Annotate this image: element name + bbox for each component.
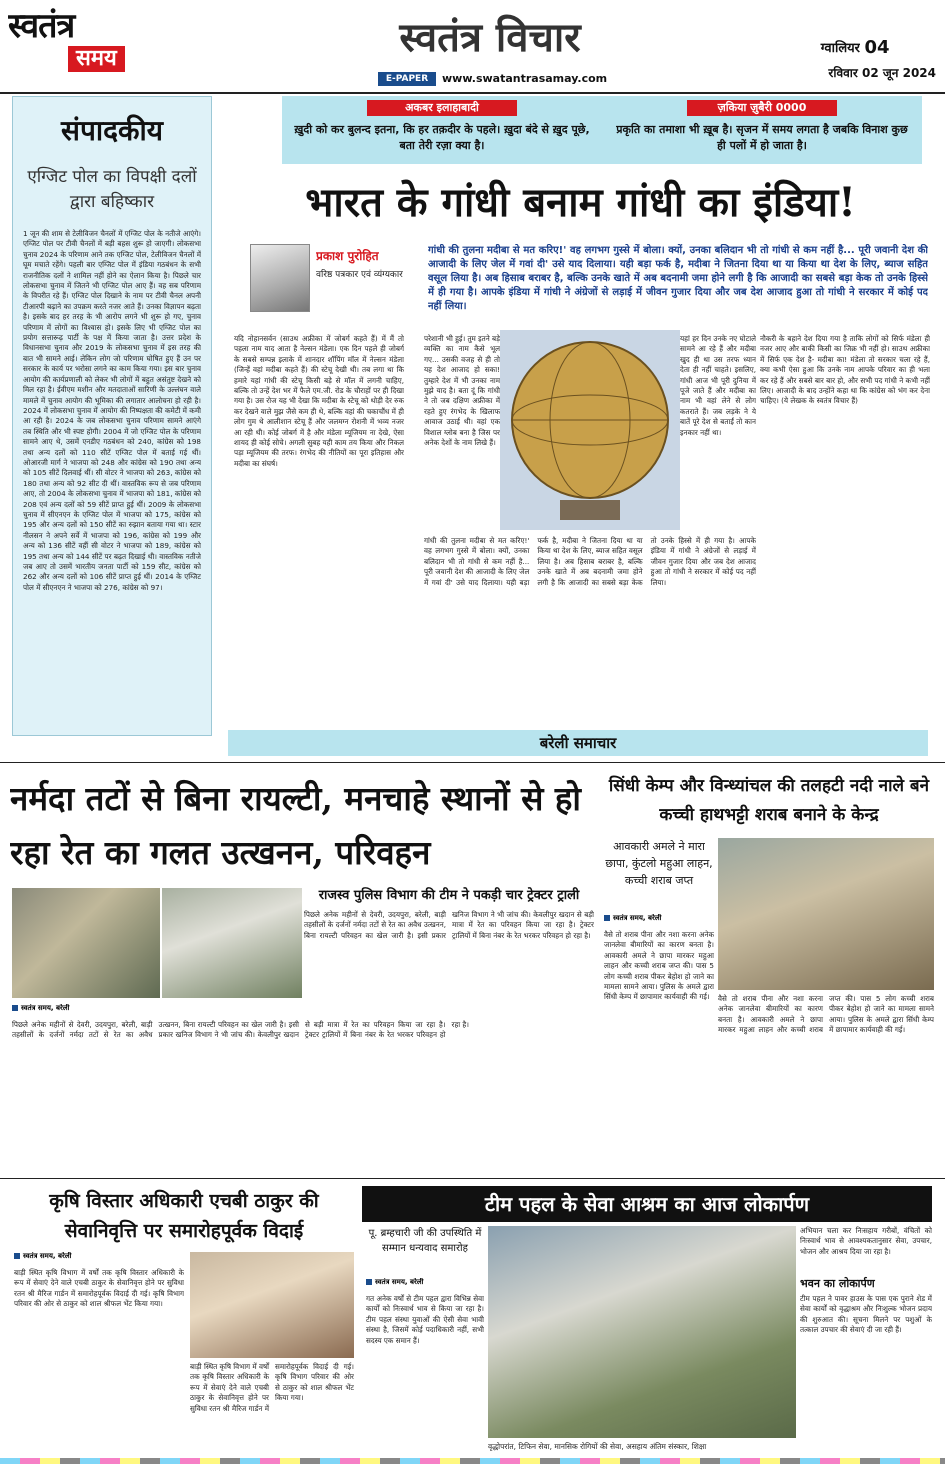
quote-1 xyxy=(292,100,592,160)
globe-illustration xyxy=(500,330,680,530)
story2-body-2: वैसे तो शराब पीना और नशा करना अनेक जानलेवा बीमारियों का कारण बनता है। आवकारी अमले ने छापा मारकर महुआ लाहन और कच्ची शराब जप्त की। पास 5 लोग कच्ची शराब पीकर बेहोश हो जाने का मामला सामने आया। पुलिस के अमले द्वारा सिंधी केम्प में छापामार कार्यवाही की गई। xyxy=(718,994,934,1035)
bareilly-band-label: बरेली समाचार xyxy=(539,734,617,752)
story1-headline: नर्मदा तटों से बिना रायल्टी, मनचाहे स्थानों से हो रहा रेत का गलत उत्खनन, परिवहन xyxy=(10,779,581,872)
author-photo xyxy=(250,244,310,312)
epaper-badge: E-PAPER xyxy=(378,72,436,86)
byline-marker-icon xyxy=(12,1005,18,1011)
story3-photo xyxy=(190,1252,354,1358)
lead-col-2: परेशानी भी हुई। तुम इतने बड़े व्यक्ति का नाम कैसे भूल गए... उसकी वजह से ही तो यह देश आजाद हो सका! तुम्हारे देश में भी उनका नाम मुझे याद है। बता दूं कि गांधी ने तो जब दक्षिण अफ्रीका में रहते हुए रंगभेद के खिलाफ आवाज उठाई थी। वहां एक विशाल ग्लोब बना है जिस पर अनेक देशों के नाम लिखे हैं। xyxy=(424,334,500,448)
story2-photo xyxy=(718,838,934,990)
lead-col-4: नौकरी के बहाने देश दिया गया है ताकि लोगों को सिर्फ मंडेला ही नजर आए और बाकी किसी का जिक्र भी नहीं हो। साउथ अफ्रीका में सिर्फ एक देश है- मदीबा का! मंडेला तो सरकार चला रहे हैं, क्या कभी ऐसा हुआ कि उनके नाम आपके परिवार का ही भला कर रहे हैं और सबसे बार बार हो, और सभी पद गांधी ने कभी नहीं लिए। आजादी के बाद उन्होंने कहा था कि कांग्रेस को भंग कर देना चाहिए। (ये लेखक के स्वतंत्र विचार हैं) xyxy=(760,334,930,406)
editorial-label: संपादकीय xyxy=(61,114,163,147)
story4-subhead: पू. ब्रम्हचारी जी की उपस्थिति में सम्मान धन्यवाद समारोह xyxy=(368,1228,482,1254)
registration-strip xyxy=(0,1458,945,1464)
quote-1-text: ख़ुदी को कर बुलन्द इतना, कि हर तक़दीर के पहले। ख़ुदा बंदे से ख़ुद पूछे, बता तेरी रज़ा क्या है। xyxy=(294,123,590,152)
story4-caption: वृद्धोपरांत, टिफिन सेवा, मानसिक रोगियों की सेवा, असहाय अंतिम संस्कार, शिक्षा xyxy=(488,1442,707,1451)
story4-photo xyxy=(488,1226,796,1438)
story2-byline: स्वतंत्र समय, बरेली xyxy=(604,914,714,926)
lead-headline: भारत के गांधी बनाम गांधी का इंडिया! xyxy=(305,179,856,226)
author-role: वरिष्ठ पत्रकार एवं व्यंग्यकार xyxy=(316,270,403,280)
section-title: स्वतंत्र विचार xyxy=(399,14,581,61)
logo-line1: स्वतंत्र xyxy=(8,6,75,46)
story3-body-2: बाड़ी स्थित कृषि विभाग में वर्षों तक कृषि विस्तार अधिकारी के रूप में सेवाएं देने वाले एचबी ठाकुर के सेवानिवृत्त होने पर सुविधा रतन श्री मैरिज गार्डन में समारोहपूर्वक विदाई दी गई। कृषि विभाग परिवार की ओर से ठाकुर को शाल श्रीफल भेंट किया गया। xyxy=(190,1362,354,1413)
author-name: प्रकाश पुरोहित xyxy=(316,249,379,263)
story1-body: पिछले अनेक महीनों से देवरी, उदयपुरा, बरेली, बाड़ी तहसीलों के दर्जनों नर्मदा तटों से रेत का अवैध उत्खनन, बिना रायल्टी परिवहन का खेल जारी है। इसी प्रकार खनिज विभाग ने भी जांच की। केवलीपुर खदान से बड़ी मात्रा में रेत का परिवहन किया जा रहा है। ट्रेक्टर ट्रालियों में बिना नंबर के रेत भरकर परिवहन हो रहा है। xyxy=(12,1020,469,1040)
bareilly-band xyxy=(228,730,928,756)
bareilly-rule xyxy=(0,762,945,763)
lead-col-3: यहां हर दिन उनके नए घोटाले सामने आ रहे हैं और मदीबा खुद ही था उस तरफ ध्यान देता ही नहीं चाहते। इसलिए, गांधी आज भी पूरी दुनिया में पूजे जाते हैं और मदीबा का नाम भी वहां लेने से लोग कतराते हैं। जब लड़के ने ये बातें पूरे देश से बताईं तो कान इनकार नहीं था। xyxy=(680,334,756,437)
story2-body: वैसे तो शराब पीना और नशा करना अनेक जानलेवा बीमारियों का कारण बनता है। आवकारी अमले ने छापा मारकर महुआ लाहन और कच्ची शराब जप्त की। पास 5 लोग कच्ची शराब पीकर बेहोश हो जाने का मामला सामने आया। पुलिस के अमले द्वारा सिंधी केम्प में छापामार कार्यवाही की गई। xyxy=(604,930,714,1002)
story2-subhead: आवकारी अमले ने मारा छापा, कुंटलो महुआ लाहन, कच्ची शराब जप्त xyxy=(605,840,713,887)
quote-2-text: प्रकृति का तमाशा भी ख़ूब है। सृजन में समय लगता है जबकि विनाश कुछ ही पलों में हो जाता है। xyxy=(616,123,908,152)
story4-side-subhead: भवन का लोकार्पण xyxy=(800,1277,875,1290)
story1-byline: स्वतंत्र समय, बरेली xyxy=(12,1004,160,1016)
editorial-headline: एग्जिट पोल का विपक्षी दलों द्वारा बहिष्कार xyxy=(27,167,197,212)
story3-byline: स्वतंत्र समय, बरेली xyxy=(14,1252,184,1264)
story3-headline: कृषि विस्तार अधिकारी एचबी ठाकुर की सेवानिवृत्ति पर समारोहपूर्वक विदाई xyxy=(49,1190,319,1242)
story3-body: बाड़ी स्थित कृषि विभाग में वर्षों तक कृषि विस्तार अधिकारी के रूप में सेवाएं देने वाले एचबी ठाकुर के सेवानिवृत्त होने पर सुविधा रतन श्री मैरिज गार्डन में समारोहपूर्वक विदाई दी गई। कृषि विभाग परिवार की ओर से ठाकुर को शाल श्रीफल भेंट किया गया। xyxy=(14,1268,184,1309)
story1-body-top: पिछले अनेक महीनों से देवरी, उदयपुरा, बरेली, बाड़ी तहसीलों के दर्जनों नर्मदा तटों से रेत का अवैध उत्खनन, बिना रायल्टी परिवहन का खेल जारी है। इसी प्रकार खनिज विभाग ने भी जांच की। केवलीपुर खदान से बड़ी मात्रा में रेत का परिवहन किया जा रहा है। ट्रेक्टर ट्रालियों में बिना नंबर के रेत भरकर परिवहन हो रहा है। xyxy=(304,910,594,940)
website-link[interactable]: www.swatantrasamay.com xyxy=(442,72,608,85)
logo-line2: समय xyxy=(68,46,125,72)
quote-2 xyxy=(612,100,912,160)
story4-byline: स्वतंत्र समय, बरेली xyxy=(366,1278,484,1290)
lead-col-2b: गांधी की तुलना मदीबा से मत करिए!' वह लगभग गुस्से में बोला। क्यों, उनका बलिदान भी तो गांधी से कम नहीं है... पूरी जवानी देश की आजादी के लिए जेल में गवां दी' उसे याद दिलाया। यही बड़ा फर्क है, मदीबा ने जितना दिया था या किया था देश के लिए, ब्याज सहित वसूल लिया है। अब हिसाब बराबर है, बल्कि उनके खाते में अब बदनामी जमा होने लगी है कि आजादी का सबसे बड़ा केक तो उनके हिस्से में ही गया है। आपके इंडिया में गांधी ने अंग्रेजों से लड़ाई में जीवन गुजार दिया और जब देश आजाद हुआ तो गांधी ने सरकार में कोई पद नहीं लिया। xyxy=(424,536,756,587)
story4-headline: टीम पहल के सेवा आश्रम का आज लोकार्पण xyxy=(484,1192,810,1216)
mid-rule xyxy=(0,1178,945,1179)
lead-intro: गांधी की तुलना मदीबा से मत करिए!' वह लगभग गुस्से में बोला। क्यों, उनका बलिदान भी तो गांधी से कम नहीं है... पूरी जवानी देश की आजादी के लिए जेल में गवां दी' उसे याद दिलाया। यही बड़ा फर्क है, मदीबा ने जितना दिया था या किया था देश के लिए, ब्याज सहित वसूल लिया है। अब हिसाब बराबर है, बल्कि उनके खाते में अब बदनामी जमा होने लगी है कि आजादी का सबसे बड़ा केक तो उनके हिस्से में ही गया है। आपके इंडिया में गांधी ने अंग्रेजों से लड़ाई में जीवन गुजार दिया और जब देश आजाद हुआ तो गांधी ने सरकार में कोई पद नहीं लिया। xyxy=(428,245,928,312)
page-number: 04 xyxy=(864,37,890,58)
masthead-rule xyxy=(0,92,945,94)
story4-body: गत अनेक वर्षों से टीम पहल द्वारा विभिन्न सेवा कार्यों को निःस्वार्थ भाव से किया जा रहा है। टीम पहल संस्था युवाओं की ऐसी सेवा भावी संस्था है, जिसमें कोई पदाधिकारी नहीं, सभी सदस्य एक समान हैं। xyxy=(366,1294,484,1345)
story4-side-body: अभियान चला कर निःसहाय गरीबों, वंचितों को निःस्वार्थ भाव से आवश्यकतानुसार सेवा, उपचार, भोजन और आश्रय दिया जा रहा है। xyxy=(800,1226,932,1256)
story4-side-body-2: टीम पहल ने पावर हाउस के पास एक पुराने शेड में सेवा कार्यों को वृद्धाश्रम और निःशुल्क भोजन प्रदाय की शुरुआत की। सूचना मिलने पर पशुओं के तत्काल उपचार की सेवाएं दी जा रही हैं। xyxy=(800,1294,932,1335)
quotes-band xyxy=(282,96,922,164)
story2-headline: सिंधी केम्प और विन्ध्यांचल की तलहटी नदी नाले बने कच्ची हाथभट्टी शराब बनाने के केन्द्र xyxy=(608,776,930,825)
quote-2-author: ज़किया ज़ुबैरी 0000 xyxy=(687,100,837,116)
city-label: ग्वालियर xyxy=(820,41,860,56)
story1-subhead: राजस्व पुलिस विभाग की टीम ने पकड़ी चार ट्रेक्टर ट्राली xyxy=(318,888,580,903)
story1-photo-2 xyxy=(162,888,302,998)
byline-marker-icon xyxy=(366,1279,372,1285)
editorial-body: 1 जून की शाम से टेलीविजन चैनलों में एग्जिट पोल के नतीजे आएंगे। एग्जिट पोल पर टीवी चैनलों में बड़ी बहस शुरू हो जाएगी। लोकसभा चुनाव 2024 के परिणाम आने तक एग्जिट पोल, टेलीविजन चैनलों में घूम मचाते रहेंगे। पहली बार एग्जिट पोल में इंडिया गठबंधन के सभी राजनीतिक दलों ने शामिल नहीं होने का ऐलान किया है। पिछले चार लोकसभा चुनाव में जितने भी एग्जिट पोल आए हैं। वह सब परिणाम के विपरीत रहे हैं। एग्जिट पोल दिखाने के नाम पर टीवी चैनल अपनी टीआरपी बढ़ाने का उपक्रम करते नजर आते हैं। उनका विज्ञापन बढ़ता है। इसके बाद हर तरह के भी आरोप लगने भी शुरू हो गए, चुनाव परिणाम में लोगों का विश्वास हो। इसके लिए भी एग्जिट पोल का प्रयोग सत्तारूढ़ पार्टी के पक्ष में किया जाता है। उत्तर प्रदेश के विधानसभा चुनाव और 2019 के लोकसभा चुनाव में इस तरह की बात भी सामने आई। लेकिन लोग जो परिणाम घोषित हुए हैं उन पर सरकार के कार्य पर भरोसा लगने का काम किया गया। इस बार चुनाव आयोग की कार्यप्रणाली को लेकर भी लोगों में बहुत असंतुष्ट देखने को मिल रहा है। ईवीएम मशीन और मतदाताओं सारिणी के उल्लंघन वाले मामले में चुनाव आयोग की भूमिका की लगातार आलोचना हो रही है। 2024 में लोकसभा चुनाव में आयोग की निष्पक्षता की कमेटी में कमी आ रही है। 2024 के जब लोकसभा चुनाव परिणाम सामने आएंगे तब स्थिति और भी स्पष्ट होगी। 2004 में जो एग्जिट पोल के परिणाम सामने आए थे, उसमें एनडीए गठबंधन को 240, कांग्रेस को 198 तथा अन्य दलों को 110 सीटें एग्जिट पोल में बताई गई थीं। ओआरजी मार्ग ने भाजपा को 248 और कांग्रेस को 190 तथा अन्य को 105 सीटें दिलवाई थीं। सी वोटर ने भाजपा को 263, कांग्रेस को 180 तथा अन्य को 92 सीट दी थीं। वास्तविक रूप से जब परिणाम आए, तो 2004 के लोकसभा चुनाव में भाजपा को 181, कांग्रेस को 208 एवं अन्य दलों को 59 सीटें प्राप्त हुई थीं। 2009 के लोकसभा चुनाव में सीएनएन के एग्जिट पोल में भाजपा को 175, कांग्रेस को 195 और अन्य दलों को 150 सीटें का रुझान बताया गया था। स्टार नीलसन ने अपने सर्वे में भाजपा को 196, कांग्रेस को 199 और अन्य को 136 सीटें वहीं सी वोटर ने भाजपा को 189, कांग्रेस को 195 तथा अन्य को 144 सीटें पर बढ़त दिखाई थी। वास्तविक नतीजे जब आए तो उसमें भारतीय जनता पार्टी को 159 सीट, कांग्रेस को 262 और अन्य दलों को 106 सीटें प्राप्त हुई थीं। 2014 के एग्जिट पोल में सीएनएन ने भाजपा को 276, कांग्रेस को 97। xyxy=(23,229,201,592)
editorial-box xyxy=(12,96,212,736)
lead-col-1: यदि नोहानसर्वन (साउथ अफ्रीका में जोबर्ग कहते हैं) में मैं तो पहला नाम याद आता है नेल्सन मंडेला। एक दिन पहले ही जोबर्ग के सबसे सम्पन्न इलाके में शानदार शॉपिंग मॉल में नेल्सन मंडेला (जिन्हें वहां मदीबा कहते हैं) की स्टेचू देखी थी। तब लगा था कि हमारे यहां गांधी की स्टेचू किसी बड़े से मॉल में लगनी चाहिए, बल्कि तो उन्हें देश भर में फैले एम.जी. रोड के चौराहों पर ही दिखा गया है। उस रोज यह भी देखा कि मदीबा के स्टेचू को थोड़ी देर रुक कर देखने वाले मुझ जैसे कम ही थे, बल्कि वहां की चकाचौंध में ही लोग गुम थे आलीशान स्टेचू हैं और जलमग्न रोशनी में भव्य नजर आ रही थी। कोई जोबर्ग में है और मंडेला म्यूजियम ना देखे, ऐसा शायद ही कोई सोचे। अगली सुबह यही काम तय किया और निकल पड़ा म्यूजियम की तरफ। रंगभेद की नीतियों का पूरा इतिहास और मदीबा का संघर्ष। xyxy=(234,334,404,468)
date-label: रविवार 02 जून 2024 xyxy=(828,66,936,80)
byline-marker-icon xyxy=(604,915,610,921)
story1-photo-1 xyxy=(12,888,160,998)
logo xyxy=(8,6,158,96)
byline-marker-icon xyxy=(14,1253,20,1259)
quote-1-author: अकबर इलाहाबादी xyxy=(367,100,517,116)
story4-headline-band xyxy=(362,1186,932,1222)
